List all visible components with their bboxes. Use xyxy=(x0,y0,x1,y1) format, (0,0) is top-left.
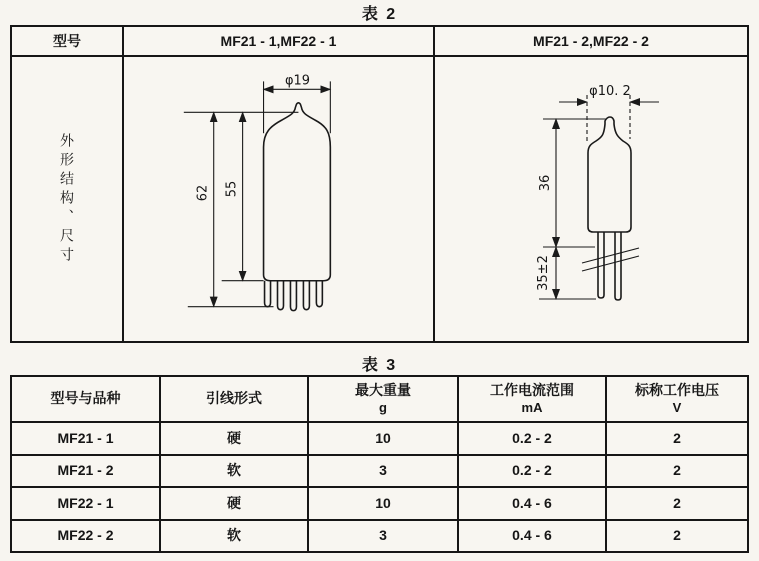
lead-break-marks xyxy=(582,248,639,271)
dim-label-total-height: 62 xyxy=(195,184,211,202)
tube-outline-small xyxy=(582,117,639,300)
dim-label-diameter-large: φ19 xyxy=(284,73,310,89)
cell-voltage: 2 xyxy=(673,429,681,446)
table-row xyxy=(12,423,747,456)
cell-current-range: 0.2 - 2 xyxy=(459,456,607,487)
dimension-heights-large xyxy=(184,112,299,306)
table2-body-row xyxy=(12,57,747,341)
table-row xyxy=(12,488,747,521)
header-unit: V xyxy=(672,399,682,415)
table3-header-current-range xyxy=(459,377,607,421)
header-title: 最大重量 xyxy=(355,382,411,399)
table3-header-lead-type xyxy=(161,377,309,421)
outline-structure-label: 外形结构、尺寸 xyxy=(59,132,75,266)
header-title: 标称工作电压 xyxy=(635,382,719,399)
cell-current-range: 0.4 - 6 xyxy=(459,521,607,552)
table3-title: 表 3 xyxy=(361,357,398,374)
table2-header-col-right: MF21 - 2,MF22 - 2 xyxy=(533,33,649,49)
cell-max-weight: 3 xyxy=(309,456,459,487)
cell-model: MF22 - 2 xyxy=(12,521,161,552)
table3-header-voltage xyxy=(607,377,747,421)
diagram-right-cell xyxy=(435,57,747,341)
table-row xyxy=(12,456,747,489)
table3-header-max-weight xyxy=(309,377,459,421)
header-title: 工作电流范围 xyxy=(490,382,574,399)
dim-label-body-height-small: 36 xyxy=(538,174,553,192)
table2-header-model: 型号 xyxy=(12,27,124,55)
cell-lead-type: 硬 xyxy=(161,488,309,519)
dim-label-diameter-small: φ10. 2 xyxy=(589,84,631,99)
cell-current-range: 0.4 - 6 xyxy=(459,488,607,519)
table2-row-label-cell xyxy=(12,57,124,341)
header-unit: mA xyxy=(521,399,543,415)
cell-voltage: 2 xyxy=(673,494,681,511)
table3-header-row xyxy=(12,377,747,423)
table2 xyxy=(10,25,749,343)
dimension-diameter-10-2 xyxy=(559,84,659,143)
table2-header-col-left: MF21 - 1,MF22 - 1 xyxy=(124,27,435,55)
header-title: 引线形式 xyxy=(206,390,262,407)
table3 xyxy=(10,375,749,553)
cell-lead-type: 软 xyxy=(161,456,309,487)
cell-max-weight: 10 xyxy=(309,488,459,519)
tube-outline-large xyxy=(264,103,331,311)
cell-lead-type: 软 xyxy=(161,521,309,552)
cell-model: MF22 - 1 xyxy=(12,488,161,519)
cell-model: MF21 - 2 xyxy=(12,456,161,487)
table2-header-row xyxy=(12,27,747,57)
dim-label-body-height: 55 xyxy=(224,180,240,198)
cell-max-weight: 3 xyxy=(309,521,459,552)
cell-lead-type: 硬 xyxy=(161,423,309,454)
header-title: 型号与品种 xyxy=(50,390,121,407)
cell-model: MF21 - 1 xyxy=(12,423,161,454)
tube-diagram-small xyxy=(435,57,747,341)
cell-voltage: 2 xyxy=(673,462,681,478)
diagram-left-cell xyxy=(124,57,435,341)
cell-max-weight: 10 xyxy=(309,423,459,454)
table-row xyxy=(12,521,747,552)
dim-label-lead-length: 35±2 xyxy=(536,255,551,291)
dimension-heights-small xyxy=(536,119,606,299)
cell-current-range: 0.2 - 2 xyxy=(459,423,607,454)
table3-header-model xyxy=(12,377,161,421)
cell-voltage: 2 xyxy=(673,527,681,543)
tube-diagram-large xyxy=(124,57,433,341)
table2-title: 表 2 xyxy=(361,6,398,23)
header-unit: g xyxy=(379,399,387,415)
